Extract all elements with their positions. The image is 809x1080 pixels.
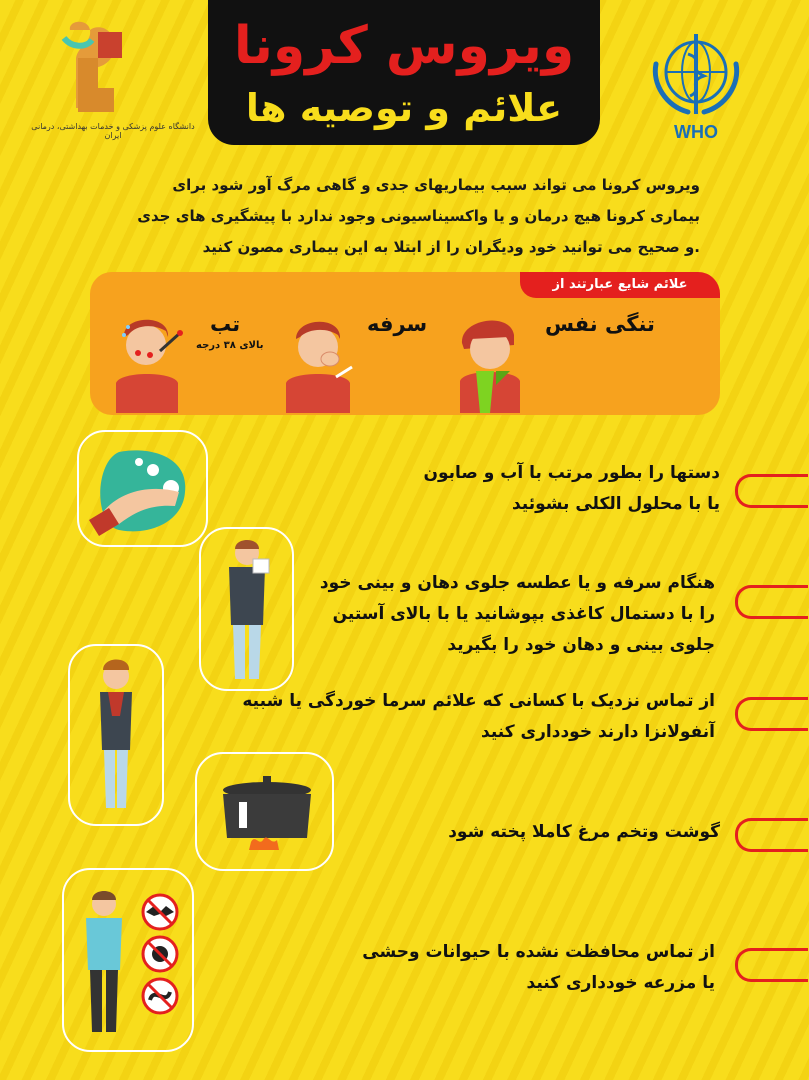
tip-handwashing [200,458,720,520]
tip-line: دستها را بطور مرتب با آب و صابون [423,463,720,483]
intro-line: ویروس کرونا می تواند سبب بیماریهای جدی و گاهی مرگ آور شود برای [172,176,700,194]
breathless-person-icon [450,305,530,413]
sick-person-icon [70,646,162,824]
tip-cook-food [200,817,720,848]
who-emblem-icon [636,24,756,124]
bullet-marker [735,474,808,508]
tip-line: آنفولانزا دارند خودداری کنید [481,722,715,742]
page-title: ویروس کرونا [233,16,575,76]
tip-line: یا مزرعه خودداری کنید [526,973,715,993]
no-snake-icon [140,976,180,1016]
symptoms-heading: علائم شایع عبارتند از [520,272,720,298]
bullet-marker [735,818,808,852]
no-bat-icon [140,892,180,932]
page-subtitle: علائم و توصیه ها [245,86,563,130]
university-caption: دانشگاه علوم پزشکی و خدمات بهداشتی، درمانی ایران [31,122,195,140]
tip-cover-cough [195,568,715,661]
tip-avoid-animals [195,937,715,999]
cooking-pot-icon [197,754,332,869]
symptom-label-fever: تب [210,312,241,336]
symptom-fever-note: بالای ۳۸ درجه [196,340,264,351]
sick-person-frame [68,644,164,826]
intro-line: .و صحیح می توانید خود ودیگران را از ابتلا به این بیماری مصون کنید [202,238,700,256]
cooking-pot-frame [195,752,334,871]
coughing-person-icon [278,305,358,413]
fever-person-icon [108,305,188,413]
tip-line: را با دستمال کاغذی بپوشانید یا با بالای آستین [332,604,715,624]
animals-frame [62,868,194,1052]
intro-paragraph [120,170,700,263]
tip-line: از تماس نزدیک با کسانی که علائم سرما خوردگی یا شبیه [242,691,715,711]
tip-line: جلوی بینی و دهان خود را بگیرید [447,635,715,655]
tip-line: از تماس محافظت نشده با حیوانات وحشی [362,942,715,962]
bullet-marker [735,585,808,619]
who-label: WHO [674,122,718,142]
bullet-marker [735,697,808,731]
symptom-label-cough: سرفه [367,312,428,336]
tip-line: گوشت وتخم مرغ کاملا پخته شود [448,822,720,842]
symptom-label-breath: تنگی نفس [545,312,655,336]
handwashing-icon [79,432,206,545]
bullet-marker [735,948,808,982]
title-box [208,0,600,145]
tip-avoid-contact [195,686,715,748]
tip-line: یا با محلول الکلی بشوئید [511,494,720,514]
no-bird-icon [140,934,180,974]
who-logo [636,24,756,149]
intro-line: بیماری کرونا هیچ درمان و یا واکسیناسیونی وجود ندارد با پیشگیری های جدی [137,207,700,225]
university-logo [28,18,198,138]
tip-line: هنگام سرفه و یا عطسه جلوی دهان و بینی خود [319,573,715,593]
handwash-frame [77,430,208,547]
